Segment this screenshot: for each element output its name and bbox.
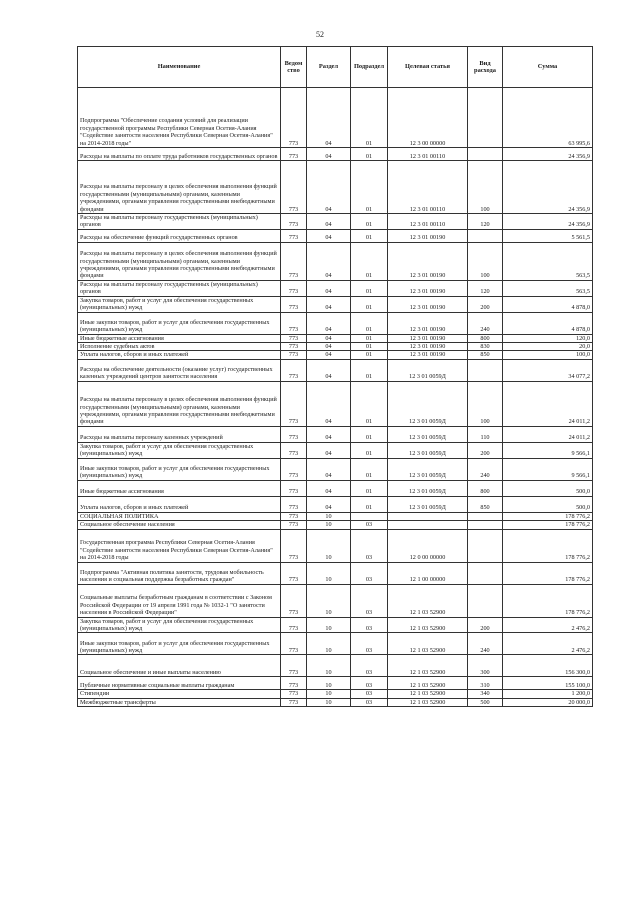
row-name-cell: Расходы на выплаты персоналу в целях обеспечения выполнения функций государственными (муниципальными) органами, казенными учреждениями, органами управления государственными внебюджетными фондами <box>78 242 281 280</box>
table-row <box>78 334 593 342</box>
department-cell: 773 <box>281 296 307 312</box>
section-cell: 10 <box>307 562 351 584</box>
expense-type-cell <box>468 148 503 161</box>
table-row <box>78 529 593 562</box>
header-amount: Сумма <box>503 47 593 88</box>
section-cell: 04 <box>307 312 351 334</box>
subsection-cell: 03 <box>351 677 388 690</box>
department-cell: 773 <box>281 521 307 529</box>
subsection-cell: 03 <box>351 690 388 698</box>
expense-type-cell <box>468 512 503 520</box>
amount-cell: 563,5 <box>503 280 593 296</box>
section-cell: 04 <box>307 359 351 381</box>
row-name-cell: Иные бюджетные ассигнования <box>78 334 281 342</box>
subsection-cell: 03 <box>351 655 388 677</box>
expense-type-cell: 100 <box>468 381 503 426</box>
row-name-cell: Уплата налогов, сборов и иных платежей <box>78 496 281 512</box>
target-item-cell: 12 3 01 0059Д <box>388 359 468 381</box>
expense-type-cell: 800 <box>468 480 503 496</box>
expense-type-cell: 100 <box>468 161 503 214</box>
department-cell: 773 <box>281 677 307 690</box>
row-name-cell: Государственная программа Республики Северная Осетия-Алания "Содействие занятости населения Республики Северная Осетия-Алания" на 2014-2018 годы <box>78 529 281 562</box>
target-item-cell: 12 3 01 00190 <box>388 296 468 312</box>
target-item-cell: 12 3 01 00110 <box>388 161 468 214</box>
amount-cell: 9 566,1 <box>503 458 593 480</box>
table-row <box>78 214 593 230</box>
department-cell: 773 <box>281 426 307 442</box>
amount-cell: 178 776,2 <box>503 562 593 584</box>
section-cell: 10 <box>307 677 351 690</box>
table-row <box>78 148 593 161</box>
target-item-cell: 12 3 01 00110 <box>388 148 468 161</box>
expense-type-cell: 850 <box>468 351 503 359</box>
expense-type-cell: 240 <box>468 633 503 655</box>
expense-type-cell: 850 <box>468 496 503 512</box>
section-cell: 10 <box>307 617 351 633</box>
table-row <box>78 655 593 677</box>
row-name-cell: Уплата налогов, сборов и иных платежей <box>78 351 281 359</box>
row-name-cell: Расходы на выплаты по оплате труда работников государственных органов <box>78 148 281 161</box>
amount-cell: 63 995,6 <box>503 88 593 148</box>
section-cell: 04 <box>307 426 351 442</box>
department-cell: 773 <box>281 617 307 633</box>
expense-type-cell: 200 <box>468 617 503 633</box>
section-cell: 04 <box>307 280 351 296</box>
row-name-cell: СОЦИАЛЬНАЯ ПОЛИТИКА <box>78 512 281 520</box>
table-row <box>78 351 593 359</box>
header-department: Ведом ство <box>281 47 307 88</box>
row-name-cell: Расходы на выплаты персоналу в целях обеспечения выполнения функций государственными (муниципальными) органами, казенными учреждениями, органами управления государственными внебюджетными фондами <box>78 381 281 426</box>
department-cell: 773 <box>281 633 307 655</box>
row-name-cell: Иные закупки товаров, работ и услуг для обеспечения государственных (муниципальных) нужд <box>78 633 281 655</box>
subsection-cell: 01 <box>351 242 388 280</box>
amount-cell: 500,0 <box>503 480 593 496</box>
table-row <box>78 512 593 520</box>
department-cell: 773 <box>281 584 307 617</box>
section-cell: 04 <box>307 496 351 512</box>
expense-type-cell: 240 <box>468 312 503 334</box>
subsection-cell: 01 <box>351 351 388 359</box>
target-item-cell: 12 1 03 52900 <box>388 677 468 690</box>
amount-cell: 178 776,2 <box>503 529 593 562</box>
expense-type-cell <box>468 584 503 617</box>
amount-cell: 24 011,2 <box>503 381 593 426</box>
row-name-cell: Подпрограмма "Активная политика занятости, трудовая мобильность населения и социальная поддержка безработных граждан" <box>78 562 281 584</box>
subsection-cell: 03 <box>351 521 388 529</box>
section-cell: 10 <box>307 529 351 562</box>
target-item-cell: 12 3 01 00190 <box>388 312 468 334</box>
expense-type-cell: 800 <box>468 334 503 342</box>
department-cell: 773 <box>281 359 307 381</box>
amount-cell: 4 878,0 <box>503 296 593 312</box>
subsection-cell: 01 <box>351 280 388 296</box>
section-cell: 10 <box>307 690 351 698</box>
target-item-cell: 12 3 00 00000 <box>388 88 468 148</box>
expense-type-cell: 120 <box>468 214 503 230</box>
amount-cell: 20 000,0 <box>503 698 593 706</box>
expense-type-cell: 110 <box>468 426 503 442</box>
table-row <box>78 458 593 480</box>
target-item-cell: 12 3 01 00110 <box>388 214 468 230</box>
row-name-cell: Закупка товаров, работ и услуг для обеспечения государственных (муниципальных) нужд <box>78 617 281 633</box>
subsection-cell: 01 <box>351 343 388 351</box>
section-cell: 04 <box>307 351 351 359</box>
row-name-cell: Стипендии <box>78 690 281 698</box>
section-cell: 04 <box>307 480 351 496</box>
subsection-cell: 01 <box>351 359 388 381</box>
target-item-cell <box>388 512 468 520</box>
department-cell: 773 <box>281 562 307 584</box>
table-row <box>78 359 593 381</box>
amount-cell: 20,0 <box>503 343 593 351</box>
table-row <box>78 521 593 529</box>
row-name-cell: Расходы на выплаты персоналу в целях обеспечения выполнения функций государственными (муниципальными) органами, казенными учреждениями, органами управления государственными внебюджетными фондами <box>78 161 281 214</box>
expense-type-cell: 240 <box>468 458 503 480</box>
section-cell: 04 <box>307 161 351 214</box>
amount-cell: 24 356,9 <box>503 148 593 161</box>
subsection-cell: 01 <box>351 312 388 334</box>
amount-cell: 9 566,1 <box>503 442 593 458</box>
amount-cell: 156 300,0 <box>503 655 593 677</box>
expense-type-cell: 340 <box>468 690 503 698</box>
subsection-cell: 01 <box>351 296 388 312</box>
expense-type-cell <box>468 88 503 148</box>
expense-type-cell <box>468 529 503 562</box>
expense-type-cell <box>468 229 503 242</box>
page-number: 52 <box>316 30 324 39</box>
section-cell: 04 <box>307 343 351 351</box>
section-cell: 04 <box>307 88 351 148</box>
table-row <box>78 562 593 584</box>
table-row <box>78 296 593 312</box>
table-row <box>78 442 593 458</box>
amount-cell: 563,5 <box>503 242 593 280</box>
table-row <box>78 677 593 690</box>
section-cell: 04 <box>307 229 351 242</box>
table-row <box>78 161 593 214</box>
department-cell: 773 <box>281 242 307 280</box>
target-item-cell: 12 3 01 00190 <box>388 351 468 359</box>
department-cell: 773 <box>281 351 307 359</box>
expense-type-cell: 310 <box>468 677 503 690</box>
section-cell: 04 <box>307 214 351 230</box>
subsection-cell: 01 <box>351 88 388 148</box>
row-name-cell: Расходы на обеспечение функций государственных органов <box>78 229 281 242</box>
table-row <box>78 426 593 442</box>
section-cell: 04 <box>307 381 351 426</box>
table-row <box>78 312 593 334</box>
department-cell: 773 <box>281 496 307 512</box>
table-row <box>78 698 593 706</box>
department-cell: 773 <box>281 280 307 296</box>
department-cell: 773 <box>281 690 307 698</box>
amount-cell: 2 476,2 <box>503 633 593 655</box>
table-header-row <box>78 47 593 88</box>
subsection-cell: 01 <box>351 161 388 214</box>
row-name-cell: Расходы на обеспечение деятельности (оказание услуг) государственных казенных учреждений центров занятости населения <box>78 359 281 381</box>
row-name-cell: Расходы на выплаты персоналу государственных (муниципальных) органов <box>78 214 281 230</box>
department-cell: 773 <box>281 343 307 351</box>
section-cell: 10 <box>307 655 351 677</box>
amount-cell: 1 200,0 <box>503 690 593 698</box>
section-cell: 04 <box>307 148 351 161</box>
section-cell: 10 <box>307 633 351 655</box>
department-cell: 773 <box>281 698 307 706</box>
expense-type-cell: 100 <box>468 242 503 280</box>
target-item-cell: 12 3 01 00190 <box>388 242 468 280</box>
target-item-cell: 12 3 01 0059Д <box>388 442 468 458</box>
target-item-cell: 12 1 00 00000 <box>388 562 468 584</box>
table-row <box>78 229 593 242</box>
department-cell: 773 <box>281 480 307 496</box>
table-row <box>78 633 593 655</box>
amount-cell: 34 077,2 <box>503 359 593 381</box>
header-subsection: Подраздел <box>351 47 388 88</box>
amount-cell: 178 776,2 <box>503 512 593 520</box>
amount-cell: 178 776,2 <box>503 584 593 617</box>
subsection-cell: 03 <box>351 698 388 706</box>
expense-type-cell: 200 <box>468 442 503 458</box>
row-name-cell: Закупка товаров, работ и услуг для обеспечения государственных (муниципальных) нужд <box>78 442 281 458</box>
row-name-cell: Межбюджетные трансферты <box>78 698 281 706</box>
department-cell: 773 <box>281 161 307 214</box>
department-cell: 773 <box>281 512 307 520</box>
target-item-cell: 12 3 01 00190 <box>388 229 468 242</box>
row-name-cell: Подпрограмма "Обеспечение создания условий для реализации государственной программы Республики Северная Осетия-Алания "Содействие занятости населения Республики Северная Осетия-Алания" на 2014-2018 годы" <box>78 88 281 148</box>
subsection-cell: 03 <box>351 617 388 633</box>
subsection-cell: 01 <box>351 496 388 512</box>
budget-table <box>77 46 593 707</box>
target-item-cell: 12 1 03 52900 <box>388 584 468 617</box>
department-cell: 773 <box>281 458 307 480</box>
target-item-cell: 12 3 01 0059Д <box>388 458 468 480</box>
subsection-cell <box>351 512 388 520</box>
row-name-cell: Иные закупки товаров, работ и услуг для обеспечения государственных (муниципальных) нужд <box>78 312 281 334</box>
table-row <box>78 690 593 698</box>
row-name-cell: Социальное обеспечение населения <box>78 521 281 529</box>
section-cell: 10 <box>307 698 351 706</box>
table-row <box>78 480 593 496</box>
target-item-cell: 12 1 03 52900 <box>388 655 468 677</box>
section-cell: 04 <box>307 242 351 280</box>
target-item-cell: 12 0 00 00000 <box>388 529 468 562</box>
expense-type-cell: 500 <box>468 698 503 706</box>
department-cell: 773 <box>281 88 307 148</box>
amount-cell: 120,0 <box>503 334 593 342</box>
subsection-cell: 03 <box>351 529 388 562</box>
table-row <box>78 584 593 617</box>
amount-cell: 5 561,5 <box>503 229 593 242</box>
target-item-cell: 12 3 01 0059Д <box>388 480 468 496</box>
row-name-cell: Расходы на выплаты персоналу казенных учреждений <box>78 426 281 442</box>
row-name-cell: Исполнение судебных актов <box>78 343 281 351</box>
row-name-cell: Публичные нормативные социальные выплаты гражданам <box>78 677 281 690</box>
table-row <box>78 88 593 148</box>
amount-cell: 155 100,0 <box>503 677 593 690</box>
row-name-cell: Иные закупки товаров, работ и услуг для обеспечения государственных (муниципальных) нужд <box>78 458 281 480</box>
section-cell: 04 <box>307 334 351 342</box>
target-item-cell: 12 3 01 0059Д <box>388 496 468 512</box>
target-item-cell: 12 3 01 0059Д <box>388 426 468 442</box>
subsection-cell: 01 <box>351 214 388 230</box>
department-cell: 773 <box>281 655 307 677</box>
subsection-cell: 01 <box>351 148 388 161</box>
header-name: Наименование <box>78 47 281 88</box>
table-body <box>78 88 593 707</box>
section-cell: 10 <box>307 512 351 520</box>
row-name-cell: Социальное обеспечение и иные выплаты населению <box>78 655 281 677</box>
subsection-cell: 01 <box>351 442 388 458</box>
amount-cell: 24 011,2 <box>503 426 593 442</box>
table-row <box>78 280 593 296</box>
subsection-cell: 01 <box>351 458 388 480</box>
expense-type-cell: 830 <box>468 343 503 351</box>
row-name-cell: Закупка товаров, работ и услуг для обеспечения государственных (муниципальных) нужд <box>78 296 281 312</box>
target-item-cell <box>388 521 468 529</box>
amount-cell: 2 476,2 <box>503 617 593 633</box>
department-cell: 773 <box>281 214 307 230</box>
target-item-cell: 12 3 01 00190 <box>388 343 468 351</box>
target-item-cell: 12 1 03 52900 <box>388 690 468 698</box>
section-cell: 10 <box>307 521 351 529</box>
section-cell: 04 <box>307 458 351 480</box>
table-row <box>78 242 593 280</box>
target-item-cell: 12 1 03 52900 <box>388 698 468 706</box>
expense-type-cell: 200 <box>468 296 503 312</box>
subsection-cell: 01 <box>351 426 388 442</box>
header-expense-type: Вид расхода <box>468 47 503 88</box>
row-name-cell: Социальные выплаты безработным гражданам в соответствии с Законом Российской Федерации от 19 апреля 1991 года № 1032-1 "О занятости населения в Российской Федерации" <box>78 584 281 617</box>
subsection-cell: 01 <box>351 480 388 496</box>
section-cell: 10 <box>307 584 351 617</box>
expense-type-cell <box>468 359 503 381</box>
header-section: Раздел <box>307 47 351 88</box>
amount-cell: 24 356,9 <box>503 161 593 214</box>
subsection-cell: 03 <box>351 633 388 655</box>
target-item-cell: 12 3 01 00190 <box>388 334 468 342</box>
subsection-cell: 01 <box>351 381 388 426</box>
subsection-cell: 03 <box>351 562 388 584</box>
table-row <box>78 381 593 426</box>
subsection-cell: 01 <box>351 334 388 342</box>
header-target-item: Целевая статья <box>388 47 468 88</box>
target-item-cell: 12 1 03 52900 <box>388 633 468 655</box>
section-cell: 04 <box>307 296 351 312</box>
expense-type-cell <box>468 521 503 529</box>
amount-cell: 4 878,0 <box>503 312 593 334</box>
department-cell: 773 <box>281 312 307 334</box>
department-cell: 773 <box>281 334 307 342</box>
row-name-cell: Расходы на выплаты персоналу государственных (муниципальных) органов <box>78 280 281 296</box>
department-cell: 773 <box>281 229 307 242</box>
expense-type-cell <box>468 562 503 584</box>
target-item-cell: 12 3 01 0059Д <box>388 381 468 426</box>
target-item-cell: 12 1 03 52900 <box>388 617 468 633</box>
table-row <box>78 343 593 351</box>
department-cell: 773 <box>281 381 307 426</box>
expense-type-cell: 120 <box>468 280 503 296</box>
amount-cell: 100,0 <box>503 351 593 359</box>
amount-cell: 178 776,2 <box>503 521 593 529</box>
table-row <box>78 496 593 512</box>
amount-cell: 500,0 <box>503 496 593 512</box>
subsection-cell: 01 <box>351 229 388 242</box>
department-cell: 773 <box>281 529 307 562</box>
amount-cell: 24 356,9 <box>503 214 593 230</box>
department-cell: 773 <box>281 148 307 161</box>
target-item-cell: 12 3 01 00190 <box>388 280 468 296</box>
subsection-cell: 03 <box>351 584 388 617</box>
expense-type-cell: 300 <box>468 655 503 677</box>
table-row <box>78 617 593 633</box>
row-name-cell: Иные бюджетные ассигнования <box>78 480 281 496</box>
department-cell: 773 <box>281 442 307 458</box>
section-cell: 04 <box>307 442 351 458</box>
